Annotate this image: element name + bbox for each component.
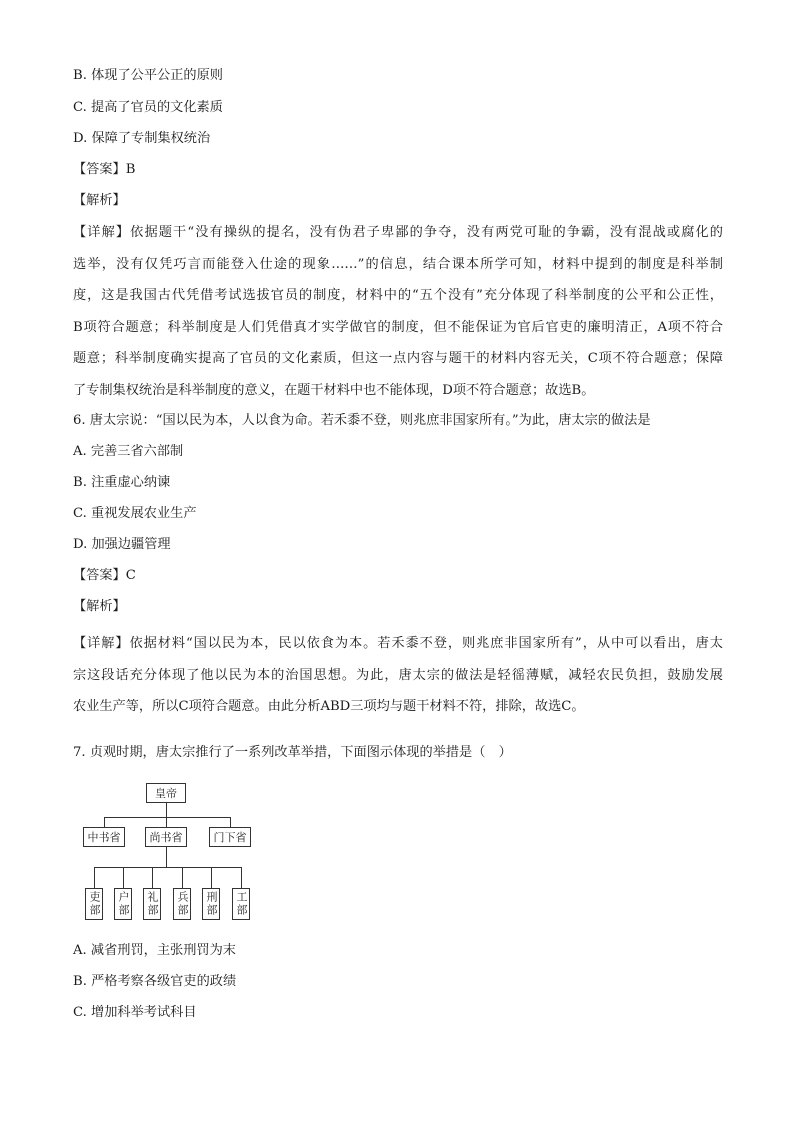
q7-option-b: B. 严格考察各级官吏的政绩 <box>73 974 237 989</box>
q5-detail-line: 选举，没有仅凭巧言而能登入仕途的现象……”的信息，结合课本所学可知，材料中提到的制度是科举制 <box>73 256 723 272</box>
q5-option-d: D. 保障了专制集权统治 <box>73 131 211 146</box>
q7-option-c: C. 增加科举考试科目 <box>73 1005 197 1020</box>
q5-analysis-heading: 【解析】 <box>73 193 126 208</box>
diagram-zhongshu-box: 中书省 <box>83 827 125 847</box>
q6-detail-line: 【详解】依据材料“国以民为本，民以依食为本。若禾黍不登，则兆庶非国家所有”，从中可以看出，唐太 <box>73 636 723 651</box>
diagram-xing-ministry-box: 刑部 <box>202 888 220 920</box>
diagram-gong-ministry-box: 工部 <box>232 888 250 920</box>
q6-option-b: B. 注重虚心纳谏 <box>73 475 171 490</box>
q6-answer: 【答案】C <box>73 568 136 583</box>
q7-option-a: A. 减省刑罚，主张刑罚为末 <box>73 943 236 958</box>
diagram-li-ministry-box: 吏部 <box>85 888 103 920</box>
diagram-connector <box>166 817 167 827</box>
diagram-connector <box>211 867 212 888</box>
q6-analysis-heading: 【解析】 <box>73 599 126 614</box>
diagram-connector <box>104 817 105 827</box>
diagram-shangshu-box: 尚书省 <box>145 827 187 847</box>
diagram-connector <box>182 867 183 888</box>
diagram-connector <box>94 867 95 888</box>
diagram-connector <box>123 867 124 888</box>
diagram-bing-ministry-box: 兵部 <box>173 888 191 920</box>
diagram-connector <box>104 817 230 818</box>
diagram-connector <box>241 867 242 888</box>
q5-detail-line: 【详解】依据题干“没有操纵的提名，没有伪君子卑鄙的争夺，没有两党可耻的争霸，没有混战或腐化的 <box>73 225 723 240</box>
diagram-connector <box>166 803 167 817</box>
q5-detail-line: 了专制集权统治是科举制度的意义，在题干材料中也不能体现，D项不符合题意；故选B。 <box>73 382 595 398</box>
q5-detail-line: B项符合题意；科举制度是人们凭借真才实学做官的制度，但不能保证为官后官吏的廉明清正，A项不符合 <box>73 319 723 335</box>
q5-detail-line: 题意；科举制度确实提高了官员的文化素质，但这一点内容与题干的材料内容无关，C项不符合题意；保障 <box>73 351 723 366</box>
q6-option-a: A. 完善三省六部制 <box>73 444 184 459</box>
diagram-connector <box>230 817 231 827</box>
diagram-rites-ministry-box: 礼部 <box>143 888 161 920</box>
q6-option-c: C. 重视发展农业生产 <box>73 506 197 521</box>
diagram-connector <box>152 867 153 888</box>
diagram-menxia-box: 门下省 <box>209 827 251 847</box>
diagram-connector <box>166 847 167 867</box>
q6-stem: 6. 唐太宗说：“国以民为本，人以食为命。若禾黍不登，则兆庶非国家所有。”为此，唐太宗的做法是 <box>73 413 651 428</box>
diagram-emperor-box: 皇帝 <box>146 783 186 803</box>
diagram-connector <box>94 867 241 868</box>
q5-option-c: C. 提高了官员的文化素质 <box>73 100 223 115</box>
q6-option-d: D. 加强边疆管理 <box>73 537 171 552</box>
q6-detail-line: 农业生产等，所以C项符合题意。由此分析ABD三项均与题干材料不符，排除，故选C。 <box>73 699 585 714</box>
diagram-hu-ministry-box: 户部 <box>114 888 132 920</box>
q5-answer: 【答案】B <box>73 162 136 177</box>
q6-detail-line: 宗这段话充分体现了他以民为本的治国思想。为此，唐太宗的做法是轻徭薄赋，减轻农民负担，鼓励发展 <box>73 667 723 683</box>
q5-detail-line: 度，这是我国古代凭借考试选拔官员的制度，材料中的“五个没有”充分体现了科举制度的公平和公正性， <box>73 288 723 303</box>
q5-detail-paragraph <box>73 217 723 406</box>
q7-stem: 7. 贞观时期，唐太宗推行了一系列改革举措，下面图示体现的举措是（ ） <box>73 745 512 760</box>
q5-option-b: B. 体现了公平公正的原则 <box>73 68 223 83</box>
q6-detail-paragraph <box>73 628 723 723</box>
